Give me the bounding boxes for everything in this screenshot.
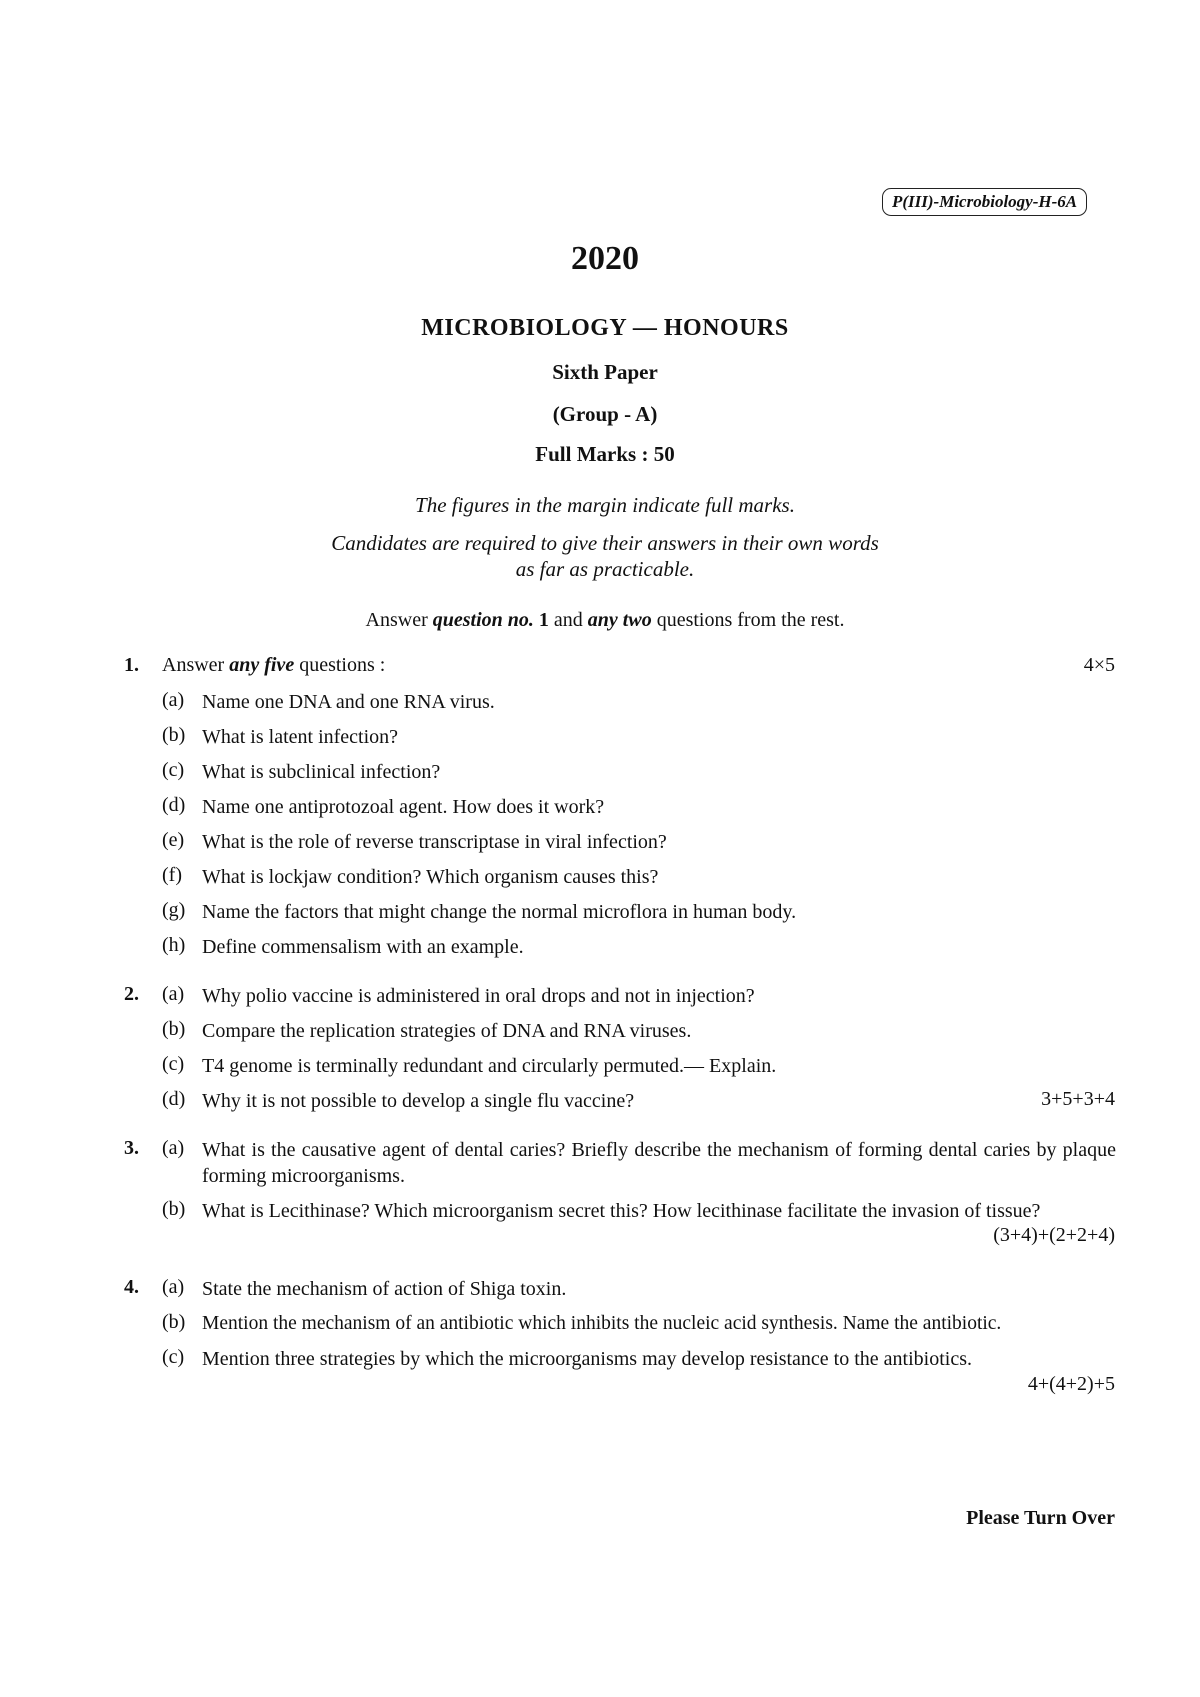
- question-number: 2.: [124, 983, 139, 1005]
- sub-question-label: (a): [162, 1137, 185, 1159]
- sub-question-text: What is the role of reverse transcriptase in viral infection?: [202, 831, 667, 853]
- question-number: 3.: [124, 1137, 139, 1159]
- question-number: 4.: [124, 1276, 139, 1298]
- sub-question-label: (b): [162, 1198, 186, 1220]
- paper-name: Sixth Paper: [552, 360, 658, 384]
- sub-question-text: What is subclinical infection?: [202, 761, 441, 783]
- question-number: 1.: [124, 654, 139, 676]
- sub-question-text: What is lockjaw condition? Which organism causes this?: [202, 866, 659, 888]
- sub-question-label: (a): [162, 983, 185, 1005]
- sub-question-text: T4 genome is terminally redundant and circularly permuted.— Explain.: [202, 1055, 777, 1077]
- sub-question-label: (e): [162, 829, 185, 851]
- group-name: (Group - A): [552, 402, 658, 426]
- sub-question-text: Why it is not possible to develop a single flu vaccine?: [202, 1090, 635, 1112]
- sub-question-label: (c): [162, 1053, 185, 1075]
- paper-code-badge: P(III)-Microbiology-H-6A: [882, 188, 1087, 216]
- sub-question-text: Mention three strategies by which the microorganisms may develop resistance to the antibiotics.: [202, 1348, 972, 1370]
- sub-question-text: Name one DNA and one RNA virus.: [202, 691, 495, 713]
- sub-question-label: (c): [162, 759, 185, 781]
- sub-question-label: (d): [162, 794, 186, 816]
- sub-question-text: State the mechanism of action of Shiga toxin.: [202, 1278, 567, 1300]
- sub-question-label: (g): [162, 899, 186, 921]
- question-marks: (3+4)+(2+2+4): [993, 1224, 1115, 1246]
- sub-question-text: Name the factors that might change the normal microflora in human body.: [202, 901, 797, 923]
- sub-question-label: (a): [162, 689, 185, 711]
- sub-question-text: Name one antiprotozoal agent. How does it work?: [202, 796, 605, 818]
- sub-question-text: Why polio vaccine is administered in oral drops and not in injection?: [202, 985, 755, 1007]
- question-marks: 4×5: [1083, 654, 1115, 676]
- question-marks: 3+5+3+4: [1041, 1088, 1115, 1110]
- sub-question-label: (c): [162, 1346, 185, 1368]
- sub-question-text: Mention the mechanism of an antibiotic which inhibits the nucleic acid synthesis. Name the antibiotic.: [202, 1313, 1002, 1334]
- subject-title: MICROBIOLOGY — HONOURS: [421, 315, 789, 341]
- sub-question-label: (a): [162, 1276, 185, 1298]
- exam-year: 2020: [571, 240, 639, 277]
- full-marks: Full Marks : 50: [535, 442, 675, 466]
- sub-question-label: (d): [162, 1088, 186, 1110]
- sub-question-text: Define commensalism with an example.: [202, 936, 524, 958]
- note-practicable: as far as practicable.: [515, 557, 695, 581]
- note-own-words: Candidates are required to give their answers in their own words: [331, 531, 879, 555]
- sub-question-text: Compare the replication strategies of DNA and RNA viruses.: [202, 1020, 692, 1042]
- sub-question-label: (b): [162, 1311, 186, 1333]
- question-text: Answer any five questions :: [162, 654, 386, 676]
- sub-question-text: What is the causative agent of dental caries? Briefly describe the mechanism of forming dental caries by plaque forming microorganisms.: [202, 1139, 1116, 1187]
- instruction-line: Answer question no. 1 and any two questions from the rest.: [365, 609, 845, 631]
- sub-question-label: (b): [162, 1018, 186, 1040]
- sub-question-text: What is Lecithinase? Which microorganism secret this? How lecithinase facilitate the invasion of tissue?: [202, 1200, 1041, 1222]
- note-margin-marks: The figures in the margin indicate full marks.: [415, 493, 795, 517]
- sub-question-label: (b): [162, 724, 186, 746]
- please-turn-over: Please Turn Over: [966, 1507, 1115, 1529]
- sub-question-text: What is latent infection?: [202, 726, 399, 748]
- question-marks: 4+(4+2)+5: [1027, 1373, 1115, 1395]
- sub-question-label: (h): [162, 934, 186, 956]
- sub-question-label: (f): [162, 864, 182, 886]
